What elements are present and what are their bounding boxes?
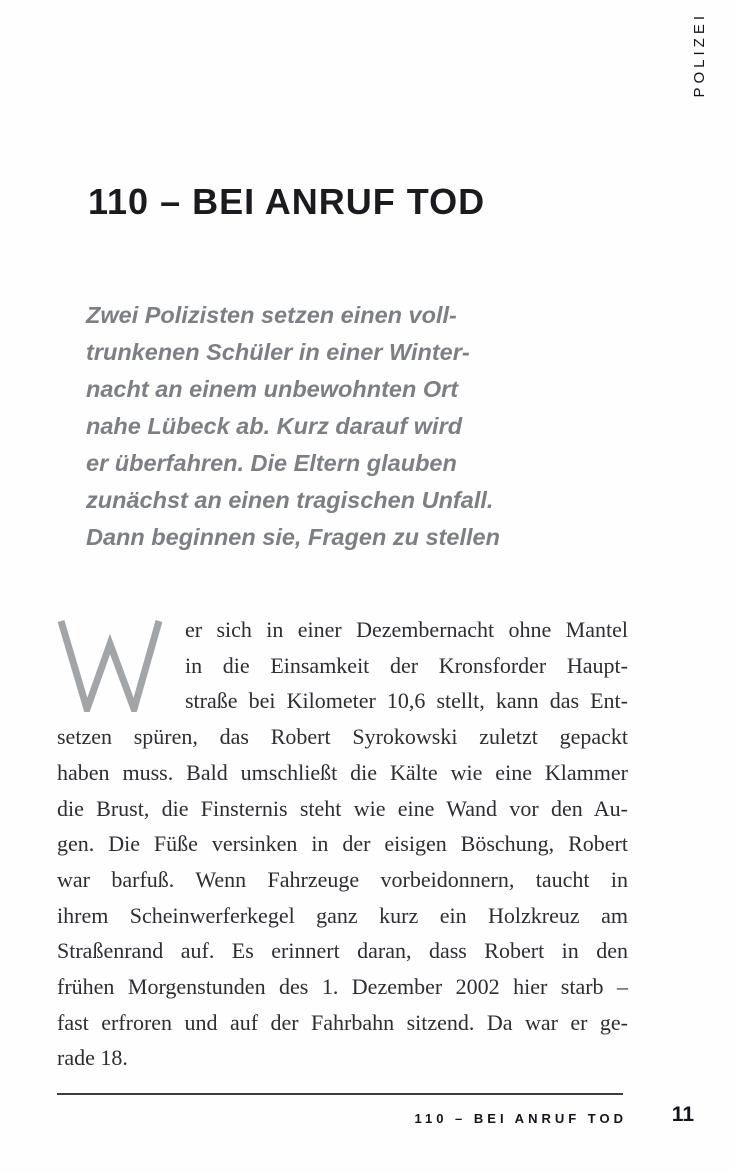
lede-line: Dann beginnen sie, Fragen zu stellen bbox=[86, 524, 500, 550]
lede-line: er überfahren. Die Eltern glauben bbox=[86, 450, 457, 476]
lede-line: nacht an einem unbewohnten Ort bbox=[86, 376, 459, 402]
article-title: 110 – BEI ANRUF TOD bbox=[88, 181, 486, 222]
footer-running-title: 110 – BEI ANRUF TOD bbox=[414, 1111, 627, 1126]
body-line: setzen spüren, das Robert Syrokowski zuletzt gepackt bbox=[57, 724, 628, 750]
body-line: straße bei Kilometer 10,6 stellt, kann das Ent- bbox=[185, 688, 628, 714]
body-line: gen. Die Füße versinken in der eisigen Böschung, Robert bbox=[57, 831, 628, 857]
body-line: die Brust, die Finsternis steht wie eine Wand vor den Au- bbox=[57, 795, 628, 821]
body-line: frühen Morgenstunden des 1. Dezember 2002 hier starb – bbox=[57, 974, 628, 1000]
body-line: ihrem Scheinwerferkegel ganz kurz ein Holzkreuz am bbox=[57, 902, 628, 928]
body-line: fast erfroren und auf der Fahrbahn sitzend. Da war er ge- bbox=[57, 1009, 628, 1035]
body-line: Straßenrand auf. Es erinnert daran, dass Robert in den bbox=[57, 938, 628, 964]
section-vertical-label: POLIZEI bbox=[691, 12, 708, 98]
lede-line: Zwei Polizisten setzen einen voll- bbox=[86, 302, 457, 328]
lede-line: nahe Lübeck ab. Kurz darauf wird bbox=[86, 413, 463, 439]
body-line: war barfuß. Wenn Fahrzeuge vorbeidonnern, taucht in bbox=[57, 866, 628, 892]
page-number: 11 bbox=[671, 1103, 694, 1126]
lede-paragraph bbox=[86, 297, 500, 556]
body-line: haben muss. Bald umschließt die Kälte wie eine Klammer bbox=[57, 759, 628, 785]
body-line: rade 18. bbox=[57, 1045, 128, 1071]
footer-divider bbox=[57, 1093, 623, 1095]
lede-line: trunkenen Schüler in einer Winter- bbox=[86, 339, 470, 365]
body-line: er sich in einer Dezembernacht ohne Mantel bbox=[185, 617, 628, 642]
drop-cap-w-icon bbox=[57, 618, 163, 712]
body-paragraph bbox=[57, 612, 628, 1076]
body-line: in die Einsamkeit der Kronsforder Haupt- bbox=[185, 652, 628, 678]
lede-line: zunächst an einen tragischen Unfall. bbox=[86, 487, 494, 513]
